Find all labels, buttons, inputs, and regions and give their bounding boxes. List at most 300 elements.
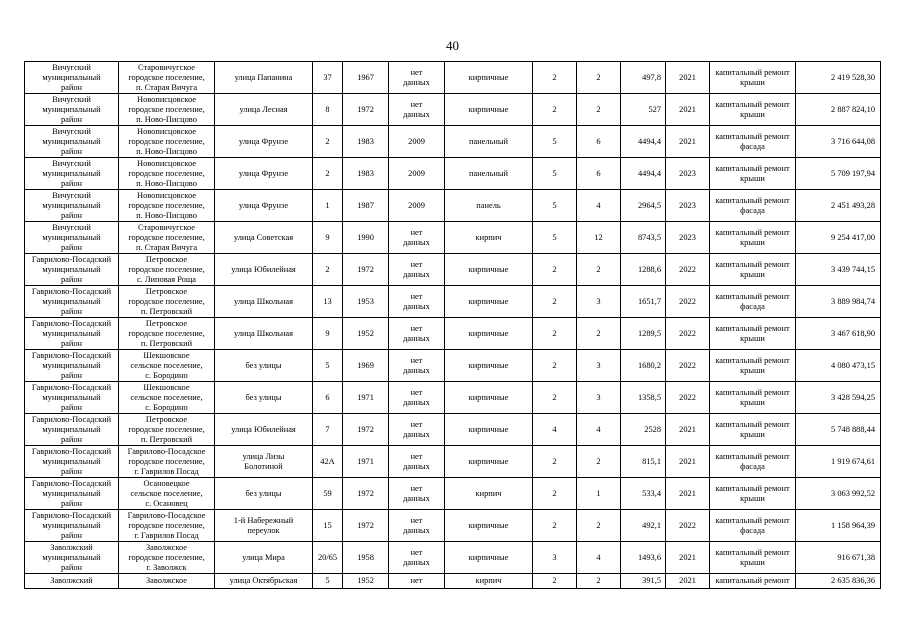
cell-plan-year: 2021	[666, 126, 710, 158]
cell-street	[215, 350, 313, 382]
cell-year-last-repair	[389, 542, 445, 574]
cell-work-type-line: капитальный ремонт	[715, 515, 790, 525]
cell-district-line: район	[60, 82, 83, 92]
cell-house-number: 59	[313, 478, 343, 510]
cell-area: 1358,5	[621, 382, 666, 414]
cell-house-number: 8	[313, 94, 343, 126]
cell-district-line: муниципальный	[42, 424, 101, 434]
cell-floors: 2	[533, 510, 577, 542]
cell-district-line: Вичугский	[52, 126, 91, 136]
cell-year-last-repair	[389, 222, 445, 254]
cell-district-line: Заволжский	[50, 542, 93, 552]
cell-entrances: 3	[577, 286, 621, 318]
cell-wall-material: кирпичные	[445, 382, 533, 414]
cell-year-last-repair-line: данных	[403, 237, 430, 247]
cell-settlement-line: п. Ново-Писцово	[136, 210, 197, 220]
cell-wall-material: кирпичные	[445, 286, 533, 318]
cell-plan-year: 2022	[666, 510, 710, 542]
table-row	[25, 510, 881, 542]
cell-entrances: 6	[577, 158, 621, 190]
cell-settlement-line: п. Ново-Писцово	[136, 146, 197, 156]
cell-year-last-repair-line: 2009	[408, 200, 425, 210]
table-row	[25, 286, 881, 318]
cell-work-type	[710, 158, 796, 190]
cell-cost: 3 889 984,74	[796, 286, 881, 318]
cell-settlement-line: г. Заволжск	[146, 562, 187, 572]
cell-year-built: 1987	[343, 190, 389, 222]
cell-district-line: муниципальный	[42, 392, 101, 402]
cell-work-type	[710, 574, 796, 589]
cell-street-line: улица Октябрьская	[229, 576, 298, 585]
cell-wall-material: панель	[445, 190, 533, 222]
cell-entrances: 2	[577, 446, 621, 478]
cell-settlement-line: городское поселение,	[128, 232, 205, 242]
cell-area: 1651,7	[621, 286, 666, 318]
cell-settlement-line: Петровское	[145, 254, 188, 264]
cell-district-line: Вичугский	[52, 222, 91, 232]
cell-street	[215, 382, 313, 414]
cell-settlement-line: городское поселение,	[128, 296, 205, 306]
cell-floors: 5	[533, 158, 577, 190]
cell-settlement	[119, 222, 215, 254]
cell-street	[215, 542, 313, 574]
cell-plan-year: 2022	[666, 350, 710, 382]
table-row	[25, 158, 881, 190]
cell-cost: 2 635 836,36	[796, 574, 881, 589]
cell-street-line: без улицы	[245, 360, 282, 370]
cell-settlement-line: Шекшовское	[143, 382, 190, 392]
cell-work-type-line: фасада	[740, 205, 765, 215]
cell-house-number: 5	[313, 350, 343, 382]
housing-repair-table	[24, 61, 881, 589]
cell-year-last-repair-line: данных	[403, 525, 430, 535]
cell-settlement-line: с. Осановец	[145, 498, 188, 508]
cell-plan-year: 2021	[666, 542, 710, 574]
cell-settlement-line: городское поселение,	[128, 200, 205, 210]
table-row	[25, 222, 881, 254]
cell-settlement-line: Осановецкое	[143, 478, 190, 488]
cell-wall-material: кирпичные	[445, 318, 533, 350]
cell-floors: 2	[533, 382, 577, 414]
cell-work-type-line: фасада	[740, 525, 765, 535]
cell-year-last-repair	[389, 126, 445, 158]
cell-district-line: Гаврилово-Посадский	[31, 446, 112, 456]
cell-work-type-line: крыши	[740, 333, 765, 343]
cell-year-last-repair-line: данных	[403, 461, 430, 471]
cell-house-number: 7	[313, 414, 343, 446]
cell-work-type-line: капитальный ремонт	[715, 355, 790, 365]
table-row	[25, 190, 881, 222]
cell-year-built: 1958	[343, 542, 389, 574]
cell-street-line: улица Фрунзе	[238, 168, 289, 178]
cell-district-line: муниципальный	[42, 296, 101, 306]
cell-settlement-line: городское поселение,	[128, 264, 205, 274]
cell-year-last-repair	[389, 414, 445, 446]
table-row	[25, 126, 881, 158]
cell-district-line: район	[60, 338, 83, 348]
cell-entrances: 3	[577, 350, 621, 382]
cell-cost: 9 254 417,00	[796, 222, 881, 254]
cell-work-type-line: фасада	[740, 461, 765, 471]
cell-work-type-line: капитальный ремонт	[715, 323, 790, 333]
cell-work-type-line: фасада	[740, 141, 765, 151]
cell-year-last-repair	[389, 190, 445, 222]
cell-work-type-line: крыши	[740, 493, 765, 503]
cell-plan-year: 2021	[666, 62, 710, 94]
cell-floors: 2	[533, 350, 577, 382]
cell-house-number: 2	[313, 158, 343, 190]
cell-year-built: 1983	[343, 126, 389, 158]
cell-district-line: район	[60, 370, 83, 380]
cell-street-line: без улицы	[245, 488, 282, 498]
cell-settlement-line: Старовичугское	[138, 62, 195, 72]
cell-settlement-line: п. Ново-Писцово	[136, 114, 197, 124]
cell-settlement	[119, 286, 215, 318]
cell-work-type	[710, 478, 796, 510]
table-row	[25, 478, 881, 510]
cell-district	[25, 62, 119, 94]
cell-district-line: муниципальный	[42, 200, 101, 210]
cell-settlement-line: городское поселение,	[128, 328, 205, 338]
cell-district-line: Гаврилово-Посадский	[31, 382, 112, 392]
cell-year-last-repair	[389, 254, 445, 286]
cell-district-line: Вичугский	[52, 62, 91, 72]
cell-year-last-repair-line: нет	[410, 451, 423, 461]
cell-work-type-line: крыши	[740, 269, 765, 279]
cell-street-line: улица Школьная	[234, 296, 293, 306]
cell-house-number: 42А	[313, 446, 343, 478]
table-row	[25, 414, 881, 446]
cell-work-type-line: крыши	[740, 237, 765, 247]
cell-year-built: 1972	[343, 94, 389, 126]
cell-area: 391,5	[621, 574, 666, 589]
cell-settlement-line: Заволжское	[145, 542, 188, 552]
cell-district-line: район	[60, 146, 83, 156]
cell-street-line: улица Мира	[242, 552, 285, 562]
cell-floors: 2	[533, 446, 577, 478]
cell-year-last-repair	[389, 510, 445, 542]
cell-settlement-line: городское поселение,	[128, 136, 205, 146]
cell-settlement-line: городское поселение,	[128, 168, 205, 178]
cell-district-line: Вичугский	[52, 158, 91, 168]
cell-settlement-line: городское поселение,	[128, 72, 205, 82]
cell-settlement	[119, 350, 215, 382]
cell-work-type	[710, 350, 796, 382]
cell-district-line: район	[60, 178, 83, 188]
cell-work-type-line: крыши	[740, 365, 765, 375]
cell-district	[25, 222, 119, 254]
cell-cost: 3 716 644,08	[796, 126, 881, 158]
cell-year-last-repair-line: 2009	[408, 168, 425, 178]
cell-district-line: район	[60, 530, 83, 540]
cell-settlement	[119, 190, 215, 222]
cell-district-line: муниципальный	[42, 328, 101, 338]
cell-work-type	[710, 190, 796, 222]
cell-street	[215, 286, 313, 318]
table-row	[25, 318, 881, 350]
cell-area: 1289,5	[621, 318, 666, 350]
cell-settlement-line: городское поселение,	[128, 520, 205, 530]
cell-district-line: район	[60, 562, 83, 572]
cell-year-last-repair	[389, 318, 445, 350]
cell-district	[25, 318, 119, 350]
cell-year-last-repair-line: нет	[410, 515, 423, 525]
cell-wall-material: кирпичные	[445, 350, 533, 382]
cell-settlement	[119, 254, 215, 286]
cell-year-last-repair-line: нет	[410, 259, 423, 269]
cell-house-number: 6	[313, 382, 343, 414]
table-row	[25, 62, 881, 94]
cell-district-line: район	[60, 274, 83, 284]
cell-settlement-line: Новописцовское	[137, 190, 196, 200]
cell-settlement-line: сельское поселение,	[130, 360, 203, 370]
cell-settlement	[119, 94, 215, 126]
cell-cost: 2 887 824,10	[796, 94, 881, 126]
cell-work-type-line: капитальный ремонт	[715, 419, 790, 429]
cell-year-last-repair-line: нет	[410, 291, 423, 301]
cell-settlement-line: Петровское	[145, 318, 188, 328]
cell-settlement	[119, 318, 215, 350]
cell-settlement	[119, 446, 215, 478]
cell-area: 527	[621, 94, 666, 126]
cell-house-number: 1	[313, 190, 343, 222]
cell-district-line: муниципальный	[42, 232, 101, 242]
cell-wall-material: кирпичные	[445, 62, 533, 94]
cell-floors: 2	[533, 574, 577, 589]
cell-district	[25, 510, 119, 542]
cell-district-line: муниципальный	[42, 488, 101, 498]
cell-street	[215, 254, 313, 286]
cell-district-line: муниципальный	[42, 520, 101, 530]
cell-settlement-line: Гаврилово-Посадское	[127, 446, 206, 456]
cell-year-last-repair-line: нет	[410, 576, 423, 585]
cell-plan-year: 2021	[666, 574, 710, 589]
cell-year-built: 1971	[343, 382, 389, 414]
cell-year-last-repair-line: данных	[403, 397, 430, 407]
cell-work-type-line: капитальный ремонт	[715, 67, 790, 77]
cell-floors: 2	[533, 254, 577, 286]
cell-plan-year: 2022	[666, 286, 710, 318]
cell-entrances: 6	[577, 126, 621, 158]
cell-area: 815,1	[621, 446, 666, 478]
cell-house-number: 2	[313, 126, 343, 158]
cell-settlement	[119, 126, 215, 158]
cell-cost: 1 158 964,39	[796, 510, 881, 542]
cell-work-type-line: капитальный ремонт	[715, 99, 790, 109]
cell-year-last-repair-line: данных	[403, 493, 430, 503]
cell-district-line: муниципальный	[42, 104, 101, 114]
cell-work-type-line: капитальный ремонт	[715, 163, 790, 173]
cell-district-line: район	[60, 242, 83, 252]
cell-work-type-line: крыши	[740, 173, 765, 183]
cell-work-type-line: крыши	[740, 429, 765, 439]
cell-wall-material: панельный	[445, 126, 533, 158]
cell-street	[215, 62, 313, 94]
cell-year-last-repair-line: нет	[410, 483, 423, 493]
cell-cost: 3 428 594,25	[796, 382, 881, 414]
cell-plan-year: 2023	[666, 222, 710, 254]
cell-year-last-repair-line: нет	[410, 99, 423, 109]
table-row	[25, 94, 881, 126]
cell-work-type-line: капитальный ремонт	[715, 195, 790, 205]
cell-plan-year: 2023	[666, 190, 710, 222]
cell-work-type-line: крыши	[740, 109, 765, 119]
cell-entrances: 2	[577, 62, 621, 94]
cell-work-type	[710, 254, 796, 286]
cell-area: 1288,6	[621, 254, 666, 286]
cell-street-line: улица Лесная	[239, 104, 288, 114]
cell-settlement	[119, 414, 215, 446]
cell-wall-material: кирпич	[445, 574, 533, 589]
cell-work-type-line: капитальный ремонт	[715, 483, 790, 493]
cell-settlement-line: п. Старая Вичуга	[135, 242, 198, 252]
cell-wall-material: кирпичные	[445, 510, 533, 542]
cell-wall-material: панельный	[445, 158, 533, 190]
cell-year-last-repair-line: нет	[410, 227, 423, 237]
cell-street	[215, 126, 313, 158]
cell-district-line: Гаврилово-Посадский	[31, 286, 112, 296]
cell-year-built: 1972	[343, 254, 389, 286]
table-row	[25, 254, 881, 286]
cell-year-built: 1952	[343, 574, 389, 589]
cell-street	[215, 478, 313, 510]
cell-settlement-line: Гаврилово-Посадское	[127, 510, 206, 520]
cell-plan-year: 2021	[666, 94, 710, 126]
cell-work-type	[710, 222, 796, 254]
cell-settlement-line: сельское поселение,	[130, 488, 203, 498]
table-row	[25, 382, 881, 414]
cell-district	[25, 126, 119, 158]
cell-area: 497,8	[621, 62, 666, 94]
cell-year-last-repair-line: данных	[403, 365, 430, 375]
cell-work-type-line: капитальный ремонт	[715, 576, 790, 585]
cell-wall-material: кирпич	[445, 478, 533, 510]
cell-street-line: улица Фрунзе	[238, 200, 289, 210]
cell-cost: 3 063 992,52	[796, 478, 881, 510]
cell-settlement-line: п. Петровский	[140, 338, 193, 348]
cell-entrances: 2	[577, 254, 621, 286]
cell-district-line: муниципальный	[42, 168, 101, 178]
cell-year-last-repair	[389, 574, 445, 589]
cell-year-last-repair-line: данных	[403, 77, 430, 87]
cell-district-line: муниципальный	[42, 72, 101, 82]
cell-area: 533,4	[621, 478, 666, 510]
cell-floors: 3	[533, 542, 577, 574]
cell-year-last-repair-line: нет	[410, 387, 423, 397]
cell-cost: 4 080 473,15	[796, 350, 881, 382]
cell-year-last-repair	[389, 62, 445, 94]
cell-floors: 2	[533, 94, 577, 126]
cell-settlement-line: городское поселение,	[128, 456, 205, 466]
cell-plan-year: 2021	[666, 478, 710, 510]
cell-year-built: 1967	[343, 62, 389, 94]
cell-work-type-line: капитальный ремонт	[715, 259, 790, 269]
cell-settlement-line: с. Бородино	[145, 370, 188, 380]
cell-street-line: улица Юбилейная	[231, 264, 296, 274]
cell-cost: 1 919 674,61	[796, 446, 881, 478]
cell-settlement	[119, 510, 215, 542]
cell-district-line: район	[60, 306, 83, 316]
cell-year-built: 1952	[343, 318, 389, 350]
cell-house-number: 20/65	[313, 542, 343, 574]
cell-work-type-line: капитальный ремонт	[715, 291, 790, 301]
cell-plan-year: 2021	[666, 446, 710, 478]
cell-settlement-line: городское поселение,	[128, 552, 205, 562]
cell-plan-year: 2022	[666, 254, 710, 286]
cell-work-type-line: крыши	[740, 557, 765, 567]
cell-district-line: Гаврилово-Посадский	[31, 318, 112, 328]
cell-settlement	[119, 542, 215, 574]
cell-entrances: 2	[577, 94, 621, 126]
cell-floors: 2	[533, 62, 577, 94]
cell-settlement-line: Шекшовское	[143, 350, 190, 360]
cell-work-type	[710, 318, 796, 350]
cell-year-last-repair-line: нет	[410, 355, 423, 365]
cell-work-type-line: крыши	[740, 77, 765, 87]
cell-cost: 2 451 493,28	[796, 190, 881, 222]
cell-district-line: муниципальный	[42, 456, 101, 466]
cell-area: 1680,2	[621, 350, 666, 382]
cell-work-type	[710, 542, 796, 574]
cell-entrances: 12	[577, 222, 621, 254]
cell-year-built: 1972	[343, 478, 389, 510]
cell-district-line: район	[60, 402, 83, 412]
cell-work-type-line: капитальный ремонт	[715, 227, 790, 237]
cell-street	[215, 158, 313, 190]
cell-district	[25, 254, 119, 286]
cell-year-built: 1983	[343, 158, 389, 190]
cell-entrances: 2	[577, 510, 621, 542]
cell-settlement-line: Заволжское	[145, 576, 188, 585]
cell-entrances: 4	[577, 542, 621, 574]
cell-year-last-repair-line: нет	[410, 547, 423, 557]
cell-street-line: улица Школьная	[234, 328, 293, 338]
cell-settlement-line: п. Старая Вичуга	[135, 82, 198, 92]
cell-cost: 3 467 618,90	[796, 318, 881, 350]
cell-work-type	[710, 382, 796, 414]
cell-wall-material: кирпичные	[445, 542, 533, 574]
cell-year-last-repair	[389, 478, 445, 510]
cell-house-number: 13	[313, 286, 343, 318]
cell-entrances: 3	[577, 382, 621, 414]
cell-street-line: улица Фрунзе	[238, 136, 289, 146]
cell-district	[25, 414, 119, 446]
cell-work-type-line: капитальный ремонт	[715, 547, 790, 557]
cell-district	[25, 382, 119, 414]
cell-cost: 5 709 197,94	[796, 158, 881, 190]
cell-district	[25, 446, 119, 478]
cell-cost: 5 748 888,44	[796, 414, 881, 446]
cell-year-last-repair-line: данных	[403, 109, 430, 119]
cell-year-last-repair	[389, 286, 445, 318]
cell-year-built: 1972	[343, 510, 389, 542]
cell-settlement-line: Петровское	[145, 414, 188, 424]
cell-year-built: 1972	[343, 414, 389, 446]
table-row	[25, 446, 881, 478]
table-row	[25, 574, 881, 589]
cell-settlement-line: городское поселение,	[128, 104, 205, 114]
cell-year-last-repair	[389, 158, 445, 190]
cell-settlement-line: Новописцовское	[137, 126, 196, 136]
cell-street	[215, 94, 313, 126]
cell-house-number: 5	[313, 574, 343, 589]
cell-area: 492,1	[621, 510, 666, 542]
cell-floors: 5	[533, 190, 577, 222]
cell-district-line: район	[60, 210, 83, 220]
cell-entrances: 2	[577, 318, 621, 350]
cell-year-built: 1990	[343, 222, 389, 254]
cell-wall-material: кирпич	[445, 222, 533, 254]
